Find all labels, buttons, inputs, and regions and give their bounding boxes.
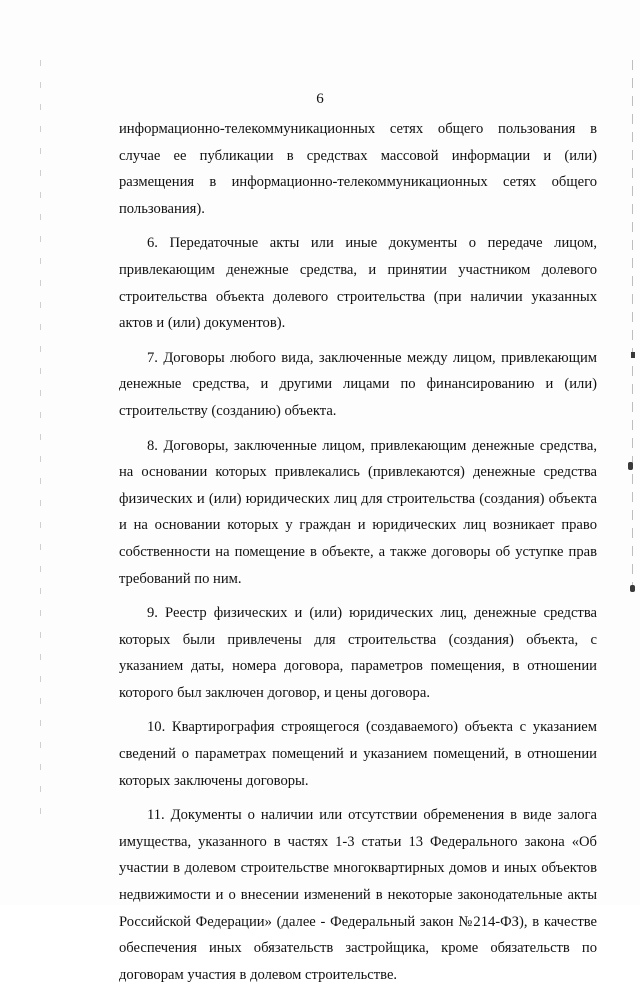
scan-edge-left xyxy=(40,60,41,820)
paragraph-item-9: 9. Реестр физических и (или) юридических лиц, денежные средства которых были привлечены для строительства (создания) объекта, с указанием даты, номера договора, параметров помещения, в отношении которого был заключен договор, и цены договора. xyxy=(119,605,597,701)
page-number: 6 xyxy=(316,91,324,107)
paragraph-item-8: 8. Договоры, заключенные лицом, привлекающим денежные средства, на основании которых привлекались (привлекаются) денежные средства физических и (или) юридических лиц для строительства (создания) объекта и на основании которых у граждан и юридических лиц возникает право собственности на помещение в объекте, а также договоры об уступке прав требований по ним. xyxy=(119,437,597,587)
paragraph-item-10: 10. Квартирография строящегося (создаваемого) объекта с указанием сведений о параметрах помещений и указанием помещений, в отношении которых заключены договоры. xyxy=(119,719,597,789)
paragraph-item-6: 6. Передаточные акты или иные документы о передаче лицом, привлекающим денежные средства, и принятии участником долевого строительства объекта долевого строительства (при наличии указанных актов и (или) документов). xyxy=(119,235,597,332)
scan-mark-2 xyxy=(628,462,633,470)
document-body xyxy=(119,116,597,996)
paragraph-item-11: 11. Документы о наличии или отсутствии обременения в виде залога имущества, указанного в частях 1-3 статьи 13 Федерального закона «Об участии в долевом строительстве многоквартирных домов и иных объектов недвижимости и о внесении изменений в некоторые законодательные акты Российской Федерации» (далее - Федеральный закон №214-ФЗ), в качестве обеспечения иных обязательств застройщика, кроме обязательств по договорам участия в долевом строительстве. xyxy=(119,807,597,983)
scan-mark-1 xyxy=(631,352,635,358)
scan-mark-3 xyxy=(630,585,635,592)
scan-edge-right xyxy=(632,60,633,600)
paragraph-item-7: 7. Договоры любого вида, заключенные между лицом, привлекающим денежные средства, и другими лицами по финансированию и (или) строительству (созданию) объекта. xyxy=(119,349,597,419)
paragraph-continuation: информационно-телекоммуникационных сетях общего пользования в случае ее публикации в средствах массовой информации и (или) размещения в информационно-телекоммуникационных сетях общего пользования). xyxy=(119,121,597,217)
